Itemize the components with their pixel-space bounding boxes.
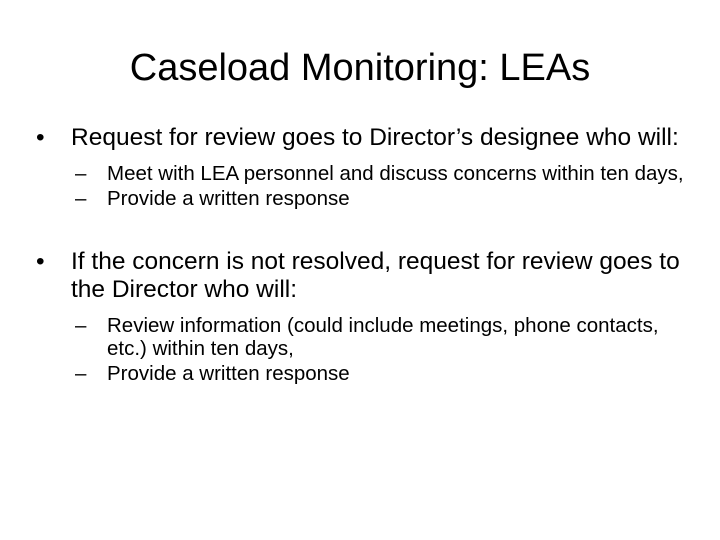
bullet-icon: •	[36, 248, 45, 275]
sub-bullet-text: Provide a written response	[107, 362, 350, 385]
sub-bullet-list	[75, 162, 696, 210]
slide-title: Caseload Monitoring: LEAs	[129, 47, 591, 89]
bullet-text: Request for review goes to Director’s designee who will:	[71, 124, 679, 151]
dash-icon: –	[75, 362, 87, 385]
bullet-icon: •	[36, 124, 45, 151]
bullet-item	[36, 248, 696, 385]
bullet-list	[36, 124, 696, 385]
sub-bullet-item	[75, 362, 696, 385]
bullet-item	[36, 124, 696, 210]
sub-bullet-text: Review information (could include meetings, phone contacts, etc.) within ten days,	[107, 314, 659, 360]
sub-bullet-text: Meet with LEA personnel and discuss concerns within ten days,	[107, 162, 684, 185]
dash-icon: –	[75, 187, 87, 210]
sub-bullet-text: Provide a written response	[107, 187, 350, 210]
dash-icon: –	[75, 314, 87, 337]
sub-bullet-list	[75, 314, 696, 385]
bullet-text: If the concern is not resolved, request for review goes to the Director who will:	[71, 248, 680, 303]
sub-bullet-item	[75, 187, 696, 210]
dash-icon: –	[75, 162, 87, 185]
sub-bullet-item	[75, 314, 696, 360]
sub-bullet-item	[75, 162, 696, 185]
